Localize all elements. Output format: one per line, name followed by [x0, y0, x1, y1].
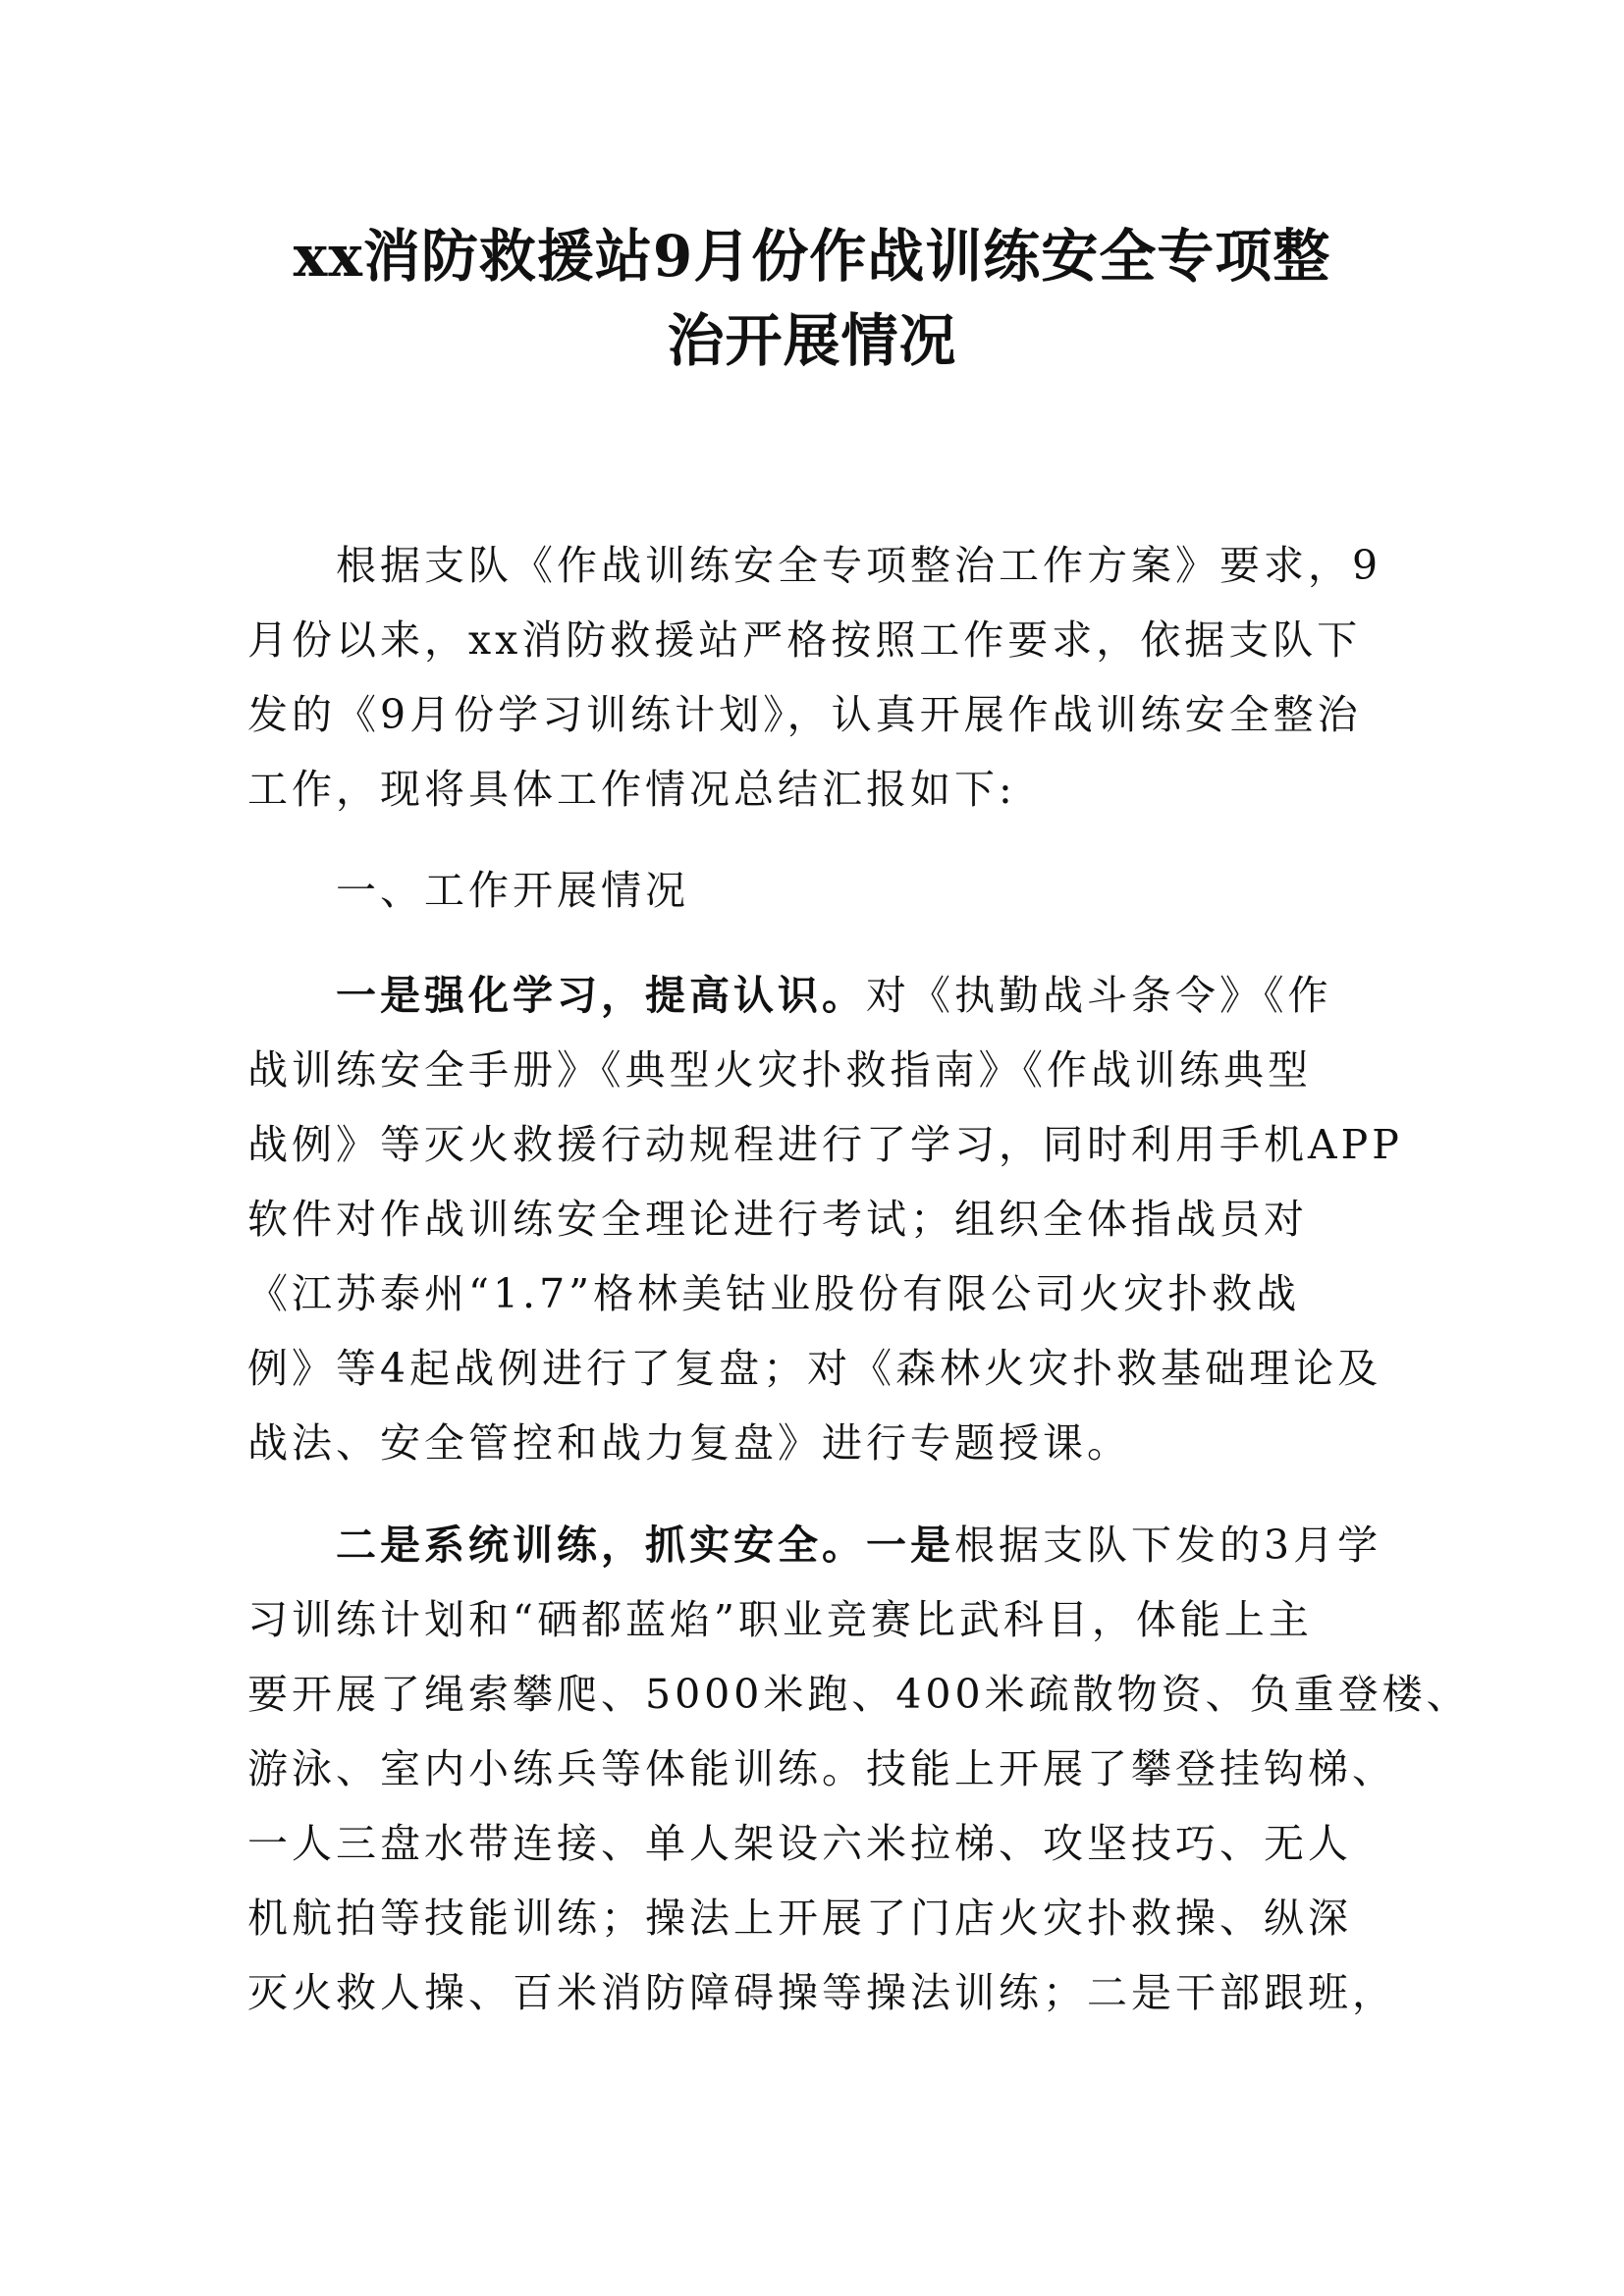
- paragraph2-lead: 二是系统训练，抓实安全。: [336, 1522, 866, 1569]
- title-line-2: 治开展情况: [667, 307, 957, 374]
- intro-line-2: 月份以来，xx消防救援站严格按照工作要求，依据支队下: [247, 616, 1362, 664]
- paragraph2-line-1: [336, 1518, 1381, 1573]
- title-line-1: xx消防救援站9月份作战训练安全专项整: [293, 223, 1331, 290]
- paragraph2-first-line-rest: 根据支队下发的3月学: [954, 1522, 1382, 1569]
- document-title: [147, 214, 1477, 383]
- paragraph2-line-3: 要开展了绳索攀爬、5000米跑、400米疏散物资、负重登楼、: [247, 1671, 1471, 1718]
- paragraph1-line-1: [336, 968, 1332, 1023]
- paragraph1-line-2: 战训练安全手册》《典型火灾扑救指南》《作战训练典型: [247, 1046, 1312, 1094]
- paragraph2-lead-2: 一是: [866, 1522, 954, 1569]
- paragraph1-line-4: 软件对作战训练安全理论进行考试；组织全体指战员对: [247, 1196, 1308, 1243]
- intro-line-1: 根据支队《作战训练安全专项整治工作方案》要求，9: [336, 542, 1382, 589]
- intro-line-4: 工作，现将具体工作情况总结汇报如下:: [247, 766, 1016, 813]
- paragraph1-first-line-rest: 对《执勤战斗条令》《作: [866, 972, 1332, 1019]
- paragraph1-line-3: 战例》等灭火救援行动规程进行了学习，同时利用手机APP: [247, 1121, 1403, 1168]
- paragraph1-line-5: 《江苏泰州“1.7”格林美钴业股份有限公司火灾扑救战: [247, 1270, 1301, 1317]
- paragraph2-line-6: 机航拍等技能训练；操法上开展了门店火灾扑救操、纵深: [247, 1895, 1352, 1942]
- paragraph2-line-7: 灭火救人操、百米消防障碍操等操法训练；二是干部跟班，: [247, 1969, 1396, 2016]
- intro-line-3: 发的《9月份学习训练计划》，认真开展作战训练安全整治: [247, 691, 1362, 738]
- paragraph1-line-6: 例》等4起战例进行了复盘；对《森林火灾扑救基础理论及: [247, 1345, 1382, 1392]
- paragraph2-line-5: 一人三盘水带连接、单人架设六米拉梯、攻坚技巧、无人: [247, 1820, 1352, 1867]
- paragraph1-line-7: 战法、安全管控和战力复盘》进行专题授课。: [247, 1419, 1131, 1467]
- paragraph2-line-2: 习训练计划和“硒都蓝焰”职业竞赛比武科目，体能上主: [247, 1596, 1313, 1643]
- paragraph2-line-4: 游泳、室内小练兵等体能训练。技能上开展了攀登挂钩梯、: [247, 1745, 1396, 1792]
- section-heading: 一、工作开展情况: [336, 867, 689, 914]
- paragraph1-lead: 一是强化学习，提高认识。: [336, 972, 866, 1019]
